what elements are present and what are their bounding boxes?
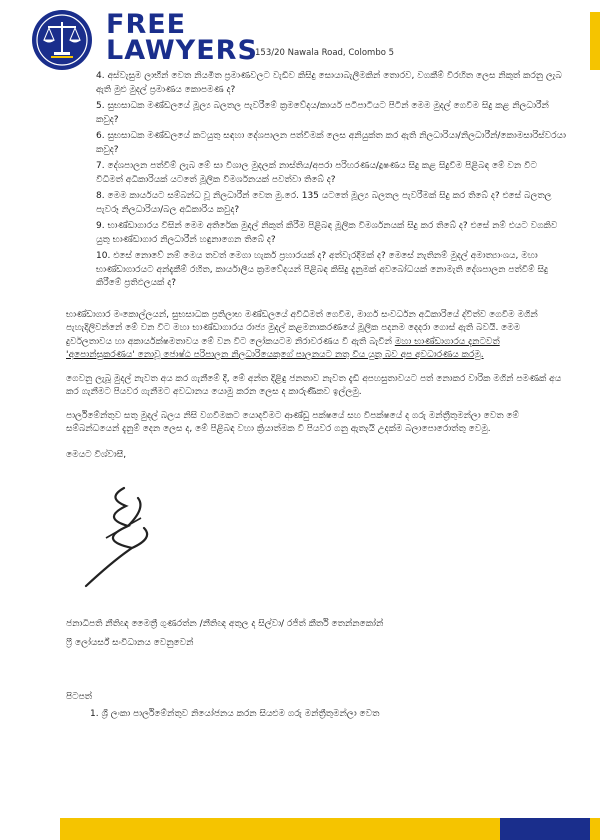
question-list — [66, 70, 566, 291]
question-text: එසේ නොවේ නම් මෙය තවත් මෙගා හැකර් ප්‍රහාරයක් ද? අත්වැරදීමක් ද? මෙසේ නැතිනම් මුදල් අමාත්‍යාංශය, මහා භාණ්ඩාගාරයට අන්දැකීම් රහිත, කාර්යාලීය ක්‍රමවේදයන් පිළිබඳ කිසිදු දැනුමක් අවබෝධයක් නොමැති දේශපාලන පත්වීම් සිදු කිරීමේ ප්‍රතිඵලයක් ද? — [96, 251, 548, 288]
signatories-names: ජනාධිපති නීතිඥ මෛත්‍රී ගුණරත්න /නීතිඥ අතුල ද සිල්වා/ රජිත් කීර්ති තෙන්නකෝන් — [66, 618, 384, 629]
scales-of-justice-logo-icon — [30, 8, 94, 72]
logo-line-free: FREE — [106, 9, 187, 40]
question-number: 10. — [96, 251, 111, 261]
letterhead — [30, 8, 570, 72]
question-text: මෙම කාර්යයට සම්බන්ධ වූ නිලධාරීන් වෙත මු.රෙ. 135 යටතේ මූල්‍ය බලතල පැවරීමක් සිදු කර තිබේ ද? එසේ බලතල පැවරූ නිලධාරියා/බල අධිකාරිය කවුද? — [96, 191, 552, 215]
copies-item-text: ශ්‍රී ලංකා පාර්ලිමේන්තුව නියෝජනය කරන සියළුම ගරු මන්ත්‍රීතුමන්ලා වෙත — [101, 709, 380, 719]
question-number: 9. — [96, 221, 105, 231]
copies-list — [66, 708, 566, 722]
question-item — [92, 100, 566, 127]
logo-line-lawyers: LAWYERS — [106, 35, 258, 66]
paragraph-treasury-emphasis: මහා භාණ්ඩාගාරය දැනටවත් 'අපොන්සුකරණය' නොවූ ජොෂ්ඨ පරිපාලන නිලධාරියෙකුගේ පාලනයට නතු විය යුතු බව අප අවධාරණය කරමු. — [66, 336, 500, 360]
header-accent-bar — [590, 12, 600, 70]
question-number: 5. — [96, 101, 105, 111]
question-item — [92, 220, 566, 247]
copies-heading: පිටපත් — [66, 691, 92, 702]
question-text: භාණ්ඩාගාරය විසින් මෙම අතිරේක මුදල් නිකුත් කිරීම පිළිබඳ මූලික විමර්ශනයක් සිදු කර තිබේ ද? එසේ නම් එයට වගකිව යුතු භාණ්ඩාගාර නිලධාරීන් හඳුනාගෙන තිබේ ද? — [96, 221, 558, 245]
closing-salutation: මෙයට විශ්වාසී, — [66, 449, 127, 460]
question-item — [92, 70, 566, 97]
letter-body — [66, 70, 566, 722]
logo-wordmark — [106, 9, 258, 66]
question-text: සුභසාධක මණ්ඩලයේ මූල්‍ය බලතල පැවරීමේ ක්‍රමවේදය/කාර්ය පටිපාටියට පිටින් මෙම මුදල් ගෙවීම සිදු කළ නිලධාරීන් කවුද? — [96, 101, 549, 125]
question-item — [92, 130, 566, 157]
office-address: 153/20 Nawala Road, Colombo 5 — [255, 48, 395, 58]
question-item — [92, 190, 566, 217]
paragraph-parliament: පාර්ලිමේන්තුව සතු මුදල් බලය නිසි වගවීමකට යොදවීමට ආණ්ඩු පක්ෂයේ සහ විපක්ෂයේ ද ගරු මන්ත්‍රීතුමන්ලා වෙත මේ සම්බන්ධයෙන් දැනුම් දෙන ලෙස ද, මේ පිළිබඳ වහා ක්‍රියාත්මක වී පියවර ගනු ඇතැයි උදක්ම බලාපොරොත්තු වෙමු. — [66, 410, 519, 434]
question-text: අස්වැසුම ලාභීන් වෙත නියමිත ප්‍රමාණවලට වැඩිව කිසිදු සොයාබැලීමකින් තොරව, වගකීම් විරහිත ලෙස නිකුත් කරනු ලැබ ඇති මුළු මුදල් ප්‍රමාණය කොපමණ ද? — [96, 71, 562, 95]
question-number: 7. — [96, 161, 105, 171]
paragraph-treasury-text: භාණ්ඩාගාර මංකොල්ලයන්, සුභසාධක ප්‍රතිලාභ මණ්ඩලයේ අවිධිමත් ගෙවීම, මාර්ග සංවර්ධන අධිකාරියේ ද්විත්ව ගෙවීම මගින් පැහැදිලිවන්නේ මේ වන විට මහා භාණ්ඩාගාරය රාජ්‍ය මුදල් කළමනාකරණයේ මූලික පදනම දෙදරා ගොස් ඇති බවයි. මෙම දුර්වලතාවය හා අකාර්යක්ෂමතාවය මේ වන විට ලෝකයටම නිරාවරණය වී ඇති බැවින් — [66, 309, 538, 347]
question-number: 4. — [96, 71, 105, 81]
question-item — [92, 250, 566, 291]
footer-brand-bar — [500, 818, 590, 840]
question-text: දේශපාලන පත්වීම් ලැබ මේ සා විශාල මුදලක් නාස්තිය/අපරා පරිහරණය/දූෂණය සිදු කළ සිදුවීම පිළිබඳ මේ වන විට විධිමත් අධිකාරියක් යටතේ මූලික විමර්ශනයක් පවත්වා තිබේ ද? — [96, 161, 538, 185]
copies-item-number: 1. — [90, 709, 99, 719]
question-number: 8. — [96, 191, 105, 201]
paragraph-recovery: ගෙවනු ලැබූ මුදල් නැවත අය කර ගැනීමේ දී, මේ අන්ත දිළිඳු ජනතාව නැවත දැඩි අපහසුතාවයට පත් නොකර වාරික මගින් පමණක් අය කර ගැනීමට පියවර ගැනීමට අවධානය යොමු කරන ලෙස ද කාරුණිකව ඉල්ලමු. — [66, 373, 562, 397]
question-number: 6. — [96, 131, 105, 141]
question-text: සුභසාධක මණ්ඩලයේ කටයුතු සඳහා දේශපාලන පත්වීමක් ලෙස අනියුක්ත කර ඇති නිලධාරියා/නිලධාරීන්/කොමසාරිස්වරයා කවුද? — [96, 131, 566, 155]
paragraph-treasury — [66, 309, 566, 363]
on-behalf-line: ෆ්‍රී ලෝයර්ස් සංවිධානය වෙනුවෙන් — [66, 638, 194, 648]
handwritten-signature — [66, 468, 176, 598]
question-item — [92, 160, 566, 187]
